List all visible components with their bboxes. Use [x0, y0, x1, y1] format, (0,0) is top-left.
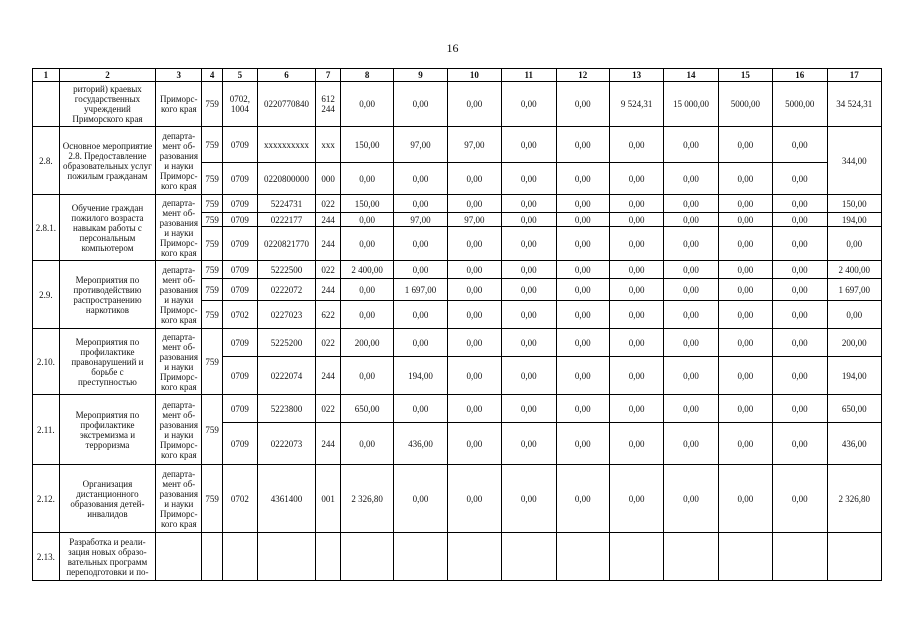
cell-csr: 0222072 [257, 279, 316, 301]
cell-rzpr: 0709 [222, 213, 257, 227]
measure-name: риторий) краевых государственных учреждений Приморского края [59, 82, 156, 127]
cell-csr: 5224731 [257, 195, 316, 213]
cell-value: 0,00 [447, 163, 501, 195]
cell-total: 150,00 [827, 195, 882, 213]
cell-value: 5000,00 [773, 82, 827, 127]
cell-value: 0,00 [773, 261, 827, 279]
cell-value: 0,00 [664, 227, 718, 261]
cell-csr: 0220821770 [257, 227, 316, 261]
cell-csr: 0227023 [257, 301, 316, 329]
cell-total: 200,00 [827, 329, 882, 357]
cell-value: 0,00 [773, 227, 827, 261]
cell-value: 0,00 [664, 395, 718, 423]
cell-value: 0,00 [502, 395, 556, 423]
cell-value: 0,00 [556, 227, 609, 261]
cell-value: 0,00 [340, 227, 393, 261]
cell-value: 0,00 [773, 213, 827, 227]
cell-value: 0,00 [447, 329, 501, 357]
cell-value: 0,00 [502, 465, 556, 533]
table-row [33, 533, 882, 581]
cell-value: 97,00 [447, 127, 501, 163]
cell-value: 0,00 [556, 279, 609, 301]
cell-vr: 244 [316, 423, 341, 465]
cell-value: 0,00 [718, 423, 772, 465]
cell-value: 0,00 [556, 127, 609, 163]
cell-value: 0,00 [664, 465, 718, 533]
row-number: 2.10. [33, 329, 60, 395]
table-row [33, 82, 882, 127]
table-row [33, 465, 882, 533]
cell-value: 0,00 [718, 195, 772, 213]
col-header: 10 [447, 69, 501, 82]
table-row [33, 329, 882, 357]
cell-value: 0,00 [502, 82, 556, 127]
measure-name: Мероприятия по противодействию распространению наркотиков [59, 261, 156, 329]
cell-csr [257, 533, 316, 581]
cell-value: 0,00 [502, 195, 556, 213]
col-header: 8 [340, 69, 393, 82]
cell-value: 97,00 [447, 213, 501, 227]
col-header: 3 [156, 69, 202, 82]
cell-value: 0,00 [773, 423, 827, 465]
cell-value: 0,00 [447, 301, 501, 329]
cell-value: 0,00 [340, 423, 393, 465]
cell-vr: 244 [316, 227, 341, 261]
cell-rzpr: 0709 [222, 395, 257, 423]
cell-value: 0,00 [502, 213, 556, 227]
row-number: 2.8.1. [33, 195, 60, 261]
measure-name: Разработка и реали-зация новых образо-вательных программ переподготовки и по- [59, 533, 156, 581]
cell-value: 2 326,80 [340, 465, 393, 533]
cell-grbs: 759 [202, 213, 223, 227]
cell-value: 0,00 [556, 301, 609, 329]
cell-rzpr: 0709 [222, 127, 257, 163]
cell-value [502, 533, 556, 581]
cell-value: 0,00 [664, 261, 718, 279]
cell-vr: 022 [316, 261, 341, 279]
cell-value: 0,00 [664, 357, 718, 395]
cell-csr: 5222500 [257, 261, 316, 279]
cell-value: 0,00 [609, 301, 663, 329]
cell-total: 436,00 [827, 423, 882, 465]
cell-value: 0,00 [609, 195, 663, 213]
cell-vr: 612 244 [316, 82, 341, 127]
cell-grbs: 759 [202, 279, 223, 301]
col-header: 17 [827, 69, 882, 82]
cell-value [718, 533, 772, 581]
cell-csr: 0222074 [257, 357, 316, 395]
header-row [33, 69, 882, 82]
cell-csr: 5225200 [257, 329, 316, 357]
cell-value: 0,00 [718, 465, 772, 533]
cell-value: 0,00 [609, 261, 663, 279]
cell-value: 0,00 [664, 163, 718, 195]
cell-value: 0,00 [502, 127, 556, 163]
executor: Приморс-кого края [156, 82, 202, 127]
cell-value: 0,00 [394, 329, 447, 357]
cell-rzpr: 0709 [222, 261, 257, 279]
cell-rzpr: 0709 [222, 279, 257, 301]
measure-name: Организация дистанционного образования детей-инвалидов [59, 465, 156, 533]
executor: департа-мент об-разования и науки Приморс-кого края [156, 465, 202, 533]
cell-value: 0,00 [773, 357, 827, 395]
col-header: 4 [202, 69, 223, 82]
cell-vr: 022 [316, 329, 341, 357]
cell-total [827, 533, 882, 581]
cell-grbs: 759 [202, 163, 223, 195]
cell-value: 0,00 [340, 213, 393, 227]
cell-value: 0,00 [394, 465, 447, 533]
executor: департа-мент об-разования и науки Приморс-кого края [156, 395, 202, 465]
cell-value: 0,00 [773, 465, 827, 533]
cell-total: 194,00 [827, 357, 882, 395]
cell-grbs: 759 [202, 329, 223, 395]
col-header: 12 [556, 69, 609, 82]
table-row [33, 261, 882, 279]
col-header: 1 [33, 69, 60, 82]
col-header: 2 [59, 69, 156, 82]
executor: департа-мент об-разования и науки Приморс-кого края [156, 195, 202, 261]
cell-grbs: 759 [202, 261, 223, 279]
cell-value: 0,00 [447, 423, 501, 465]
cell-value: 0,00 [609, 227, 663, 261]
cell-value: 0,00 [609, 163, 663, 195]
col-header: 14 [664, 69, 718, 82]
cell-vr: 000 [316, 163, 341, 195]
cell-total: 1 697,00 [827, 279, 882, 301]
table-row [33, 127, 882, 163]
measure-name: Мероприятия по профилактике правонарушений и борьбе с преступностью [59, 329, 156, 395]
cell-value: 0,00 [609, 395, 663, 423]
cell-value: 0,00 [609, 127, 663, 163]
cell-value: 2 400,00 [340, 261, 393, 279]
col-header: 16 [773, 69, 827, 82]
cell-value: 0,00 [340, 357, 393, 395]
cell-value: 436,00 [394, 423, 447, 465]
cell-value: 0,00 [664, 423, 718, 465]
cell-value: 0,00 [556, 329, 609, 357]
row-number: 2.11. [33, 395, 60, 465]
cell-csr: 5223800 [257, 395, 316, 423]
cell-value: 9 524,31 [609, 82, 663, 127]
cell-value: 0,00 [447, 195, 501, 213]
cell-value: 0,00 [447, 261, 501, 279]
cell-value: 0,00 [609, 279, 663, 301]
cell-value: 0,00 [394, 261, 447, 279]
cell-value [773, 533, 827, 581]
cell-value: 0,00 [718, 329, 772, 357]
cell-value: 650,00 [340, 395, 393, 423]
cell-value: 0,00 [502, 163, 556, 195]
cell-value: 15 000,00 [664, 82, 718, 127]
cell-value [340, 533, 393, 581]
cell-value: 150,00 [340, 127, 393, 163]
cell-value: 0,00 [394, 301, 447, 329]
cell-value [394, 533, 447, 581]
cell-value: 0,00 [718, 163, 772, 195]
cell-value: 0,00 [502, 227, 556, 261]
page-number: 16 [446, 41, 459, 55]
cell-total: 0,00 [827, 301, 882, 329]
cell-rzpr: 0709 [222, 163, 257, 195]
row-number: 2.9. [33, 261, 60, 329]
executor [156, 533, 202, 581]
cell-vr: 244 [316, 357, 341, 395]
cell-grbs: 759 [202, 395, 223, 465]
row-number: 2.13. [33, 533, 60, 581]
executor: департа-мент об-разования и науки Приморс-кого края [156, 127, 202, 195]
cell-rzpr: 0709 [222, 357, 257, 395]
cell-value: 0,00 [502, 329, 556, 357]
cell-value: 0,00 [773, 127, 827, 163]
cell-vr: 022 [316, 195, 341, 213]
cell-vr: 022 [316, 395, 341, 423]
cell-value: 0,00 [718, 395, 772, 423]
cell-value: 0,00 [773, 301, 827, 329]
cell-value: 97,00 [394, 127, 447, 163]
col-header: 9 [394, 69, 447, 82]
cell-value: 194,00 [394, 357, 447, 395]
cell-csr: 0220770840 [257, 82, 316, 127]
cell-value: 0,00 [447, 395, 501, 423]
cell-rzpr: 0702 [222, 301, 257, 329]
cell-rzpr [222, 533, 257, 581]
cell-value: 0,00 [609, 423, 663, 465]
cell-value: 0,00 [664, 329, 718, 357]
cell-value: 0,00 [394, 195, 447, 213]
measure-name: Мероприятия по профилактике экстремизма и терроризма [59, 395, 156, 465]
cell-csr: 4361400 [257, 465, 316, 533]
cell-rzpr: 0709 [222, 423, 257, 465]
measure-name: Обучение граждан пожилого возраста навыкам работы с персональным компьютером [59, 195, 156, 261]
cell-value: 0,00 [447, 357, 501, 395]
cell-grbs: 759 [202, 465, 223, 533]
cell-vr: 001 [316, 465, 341, 533]
row-number: 2.8. [33, 127, 60, 195]
executor: департа-мент об-разования и науки Приморс-кого края [156, 329, 202, 395]
cell-total: 2 400,00 [827, 261, 882, 279]
table-row [33, 195, 882, 213]
cell-rzpr: 0709 [222, 329, 257, 357]
cell-value: 0,00 [664, 301, 718, 329]
cell-grbs [202, 533, 223, 581]
cell-value: 0,00 [718, 301, 772, 329]
cell-value: 0,00 [773, 279, 827, 301]
cell-csr: 0222073 [257, 423, 316, 465]
cell-total: 2 326,80 [827, 465, 882, 533]
cell-value: 0,00 [340, 279, 393, 301]
cell-csr: 0220800000 [257, 163, 316, 195]
table-row [33, 395, 882, 423]
cell-value: 0,00 [502, 423, 556, 465]
cell-value: 0,00 [394, 82, 447, 127]
cell-value: 0,00 [609, 465, 663, 533]
cell-value: 0,00 [502, 301, 556, 329]
cell-value: 0,00 [718, 227, 772, 261]
cell-vr: xxx [316, 127, 341, 163]
col-header: 6 [257, 69, 316, 82]
cell-value: 0,00 [664, 213, 718, 227]
row-number: 2.12. [33, 465, 60, 533]
cell-value: 200,00 [340, 329, 393, 357]
cell-csr: xxxxxxxxxx [257, 127, 316, 163]
cell-vr: 244 [316, 279, 341, 301]
cell-value: 0,00 [556, 261, 609, 279]
cell-grbs: 759 [202, 195, 223, 213]
cell-value: 1 697,00 [394, 279, 447, 301]
cell-value: 0,00 [718, 213, 772, 227]
cell-grbs: 759 [202, 127, 223, 163]
cell-value: 0,00 [664, 279, 718, 301]
cell-value: 0,00 [556, 395, 609, 423]
cell-rzpr: 0709 [222, 195, 257, 213]
cell-value: 0,00 [394, 227, 447, 261]
cell-value: 0,00 [502, 279, 556, 301]
cell-value: 0,00 [556, 465, 609, 533]
cell-value [447, 533, 501, 581]
cell-value: 0,00 [664, 127, 718, 163]
cell-rzpr: 0702 [222, 465, 257, 533]
cell-value: 0,00 [718, 279, 772, 301]
cell-total: 194,00 [827, 213, 882, 227]
col-header: 11 [502, 69, 556, 82]
cell-total: 650,00 [827, 395, 882, 423]
cell-value: 150,00 [340, 195, 393, 213]
cell-value: 0,00 [773, 163, 827, 195]
cell-vr: 622 [316, 301, 341, 329]
cell-value [609, 533, 663, 581]
cell-value: 0,00 [609, 213, 663, 227]
cell-value: 0,00 [664, 195, 718, 213]
cell-grbs: 759 [202, 301, 223, 329]
cell-value: 0,00 [502, 357, 556, 395]
cell-value: 0,00 [556, 82, 609, 127]
cell-value: 0,00 [556, 357, 609, 395]
cell-value: 0,00 [447, 227, 501, 261]
cell-value: 0,00 [340, 163, 393, 195]
cell-value: 0,00 [447, 465, 501, 533]
col-header: 5 [222, 69, 257, 82]
cell-rzpr: 0709 [222, 227, 257, 261]
cell-value: 0,00 [340, 82, 393, 127]
cell-value: 0,00 [773, 329, 827, 357]
cell-total: 344,00 [827, 127, 882, 195]
cell-value: 0,00 [340, 301, 393, 329]
cell-value: 34 524,31 [827, 82, 882, 127]
cell-grbs: 759 [202, 82, 223, 127]
cell-value: 0,00 [556, 195, 609, 213]
row-number [33, 82, 60, 127]
cell-total: 0,00 [827, 227, 882, 261]
budget-table [32, 68, 882, 581]
cell-vr [316, 533, 341, 581]
cell-value: 0,00 [556, 163, 609, 195]
cell-value: 97,00 [394, 213, 447, 227]
cell-value: 0,00 [609, 329, 663, 357]
cell-value: 0,00 [394, 163, 447, 195]
col-header: 7 [316, 69, 341, 82]
cell-value: 0,00 [556, 213, 609, 227]
cell-value: 0,00 [394, 395, 447, 423]
cell-value: 0,00 [718, 127, 772, 163]
col-header: 13 [609, 69, 663, 82]
cell-value: 0,00 [718, 261, 772, 279]
cell-value [556, 533, 609, 581]
col-header: 15 [718, 69, 772, 82]
executor: департа-мент об-разования и науки Приморс-кого края [156, 261, 202, 329]
cell-rzpr: 0702, 1004 [222, 82, 257, 127]
cell-value: 0,00 [447, 279, 501, 301]
cell-grbs: 759 [202, 227, 223, 261]
cell-value: 5000,00 [718, 82, 772, 127]
cell-value: 0,00 [556, 423, 609, 465]
cell-vr: 244 [316, 213, 341, 227]
cell-value: 0,00 [447, 82, 501, 127]
cell-value: 0,00 [609, 357, 663, 395]
cell-value: 0,00 [773, 195, 827, 213]
measure-name: Основное мероприятие 2.8. Предоставление образовательных услуг пожилым гражданам [59, 127, 156, 195]
cell-value: 0,00 [718, 357, 772, 395]
cell-value: 0,00 [502, 261, 556, 279]
cell-value [664, 533, 718, 581]
cell-value: 0,00 [773, 395, 827, 423]
cell-csr: 0222177 [257, 213, 316, 227]
